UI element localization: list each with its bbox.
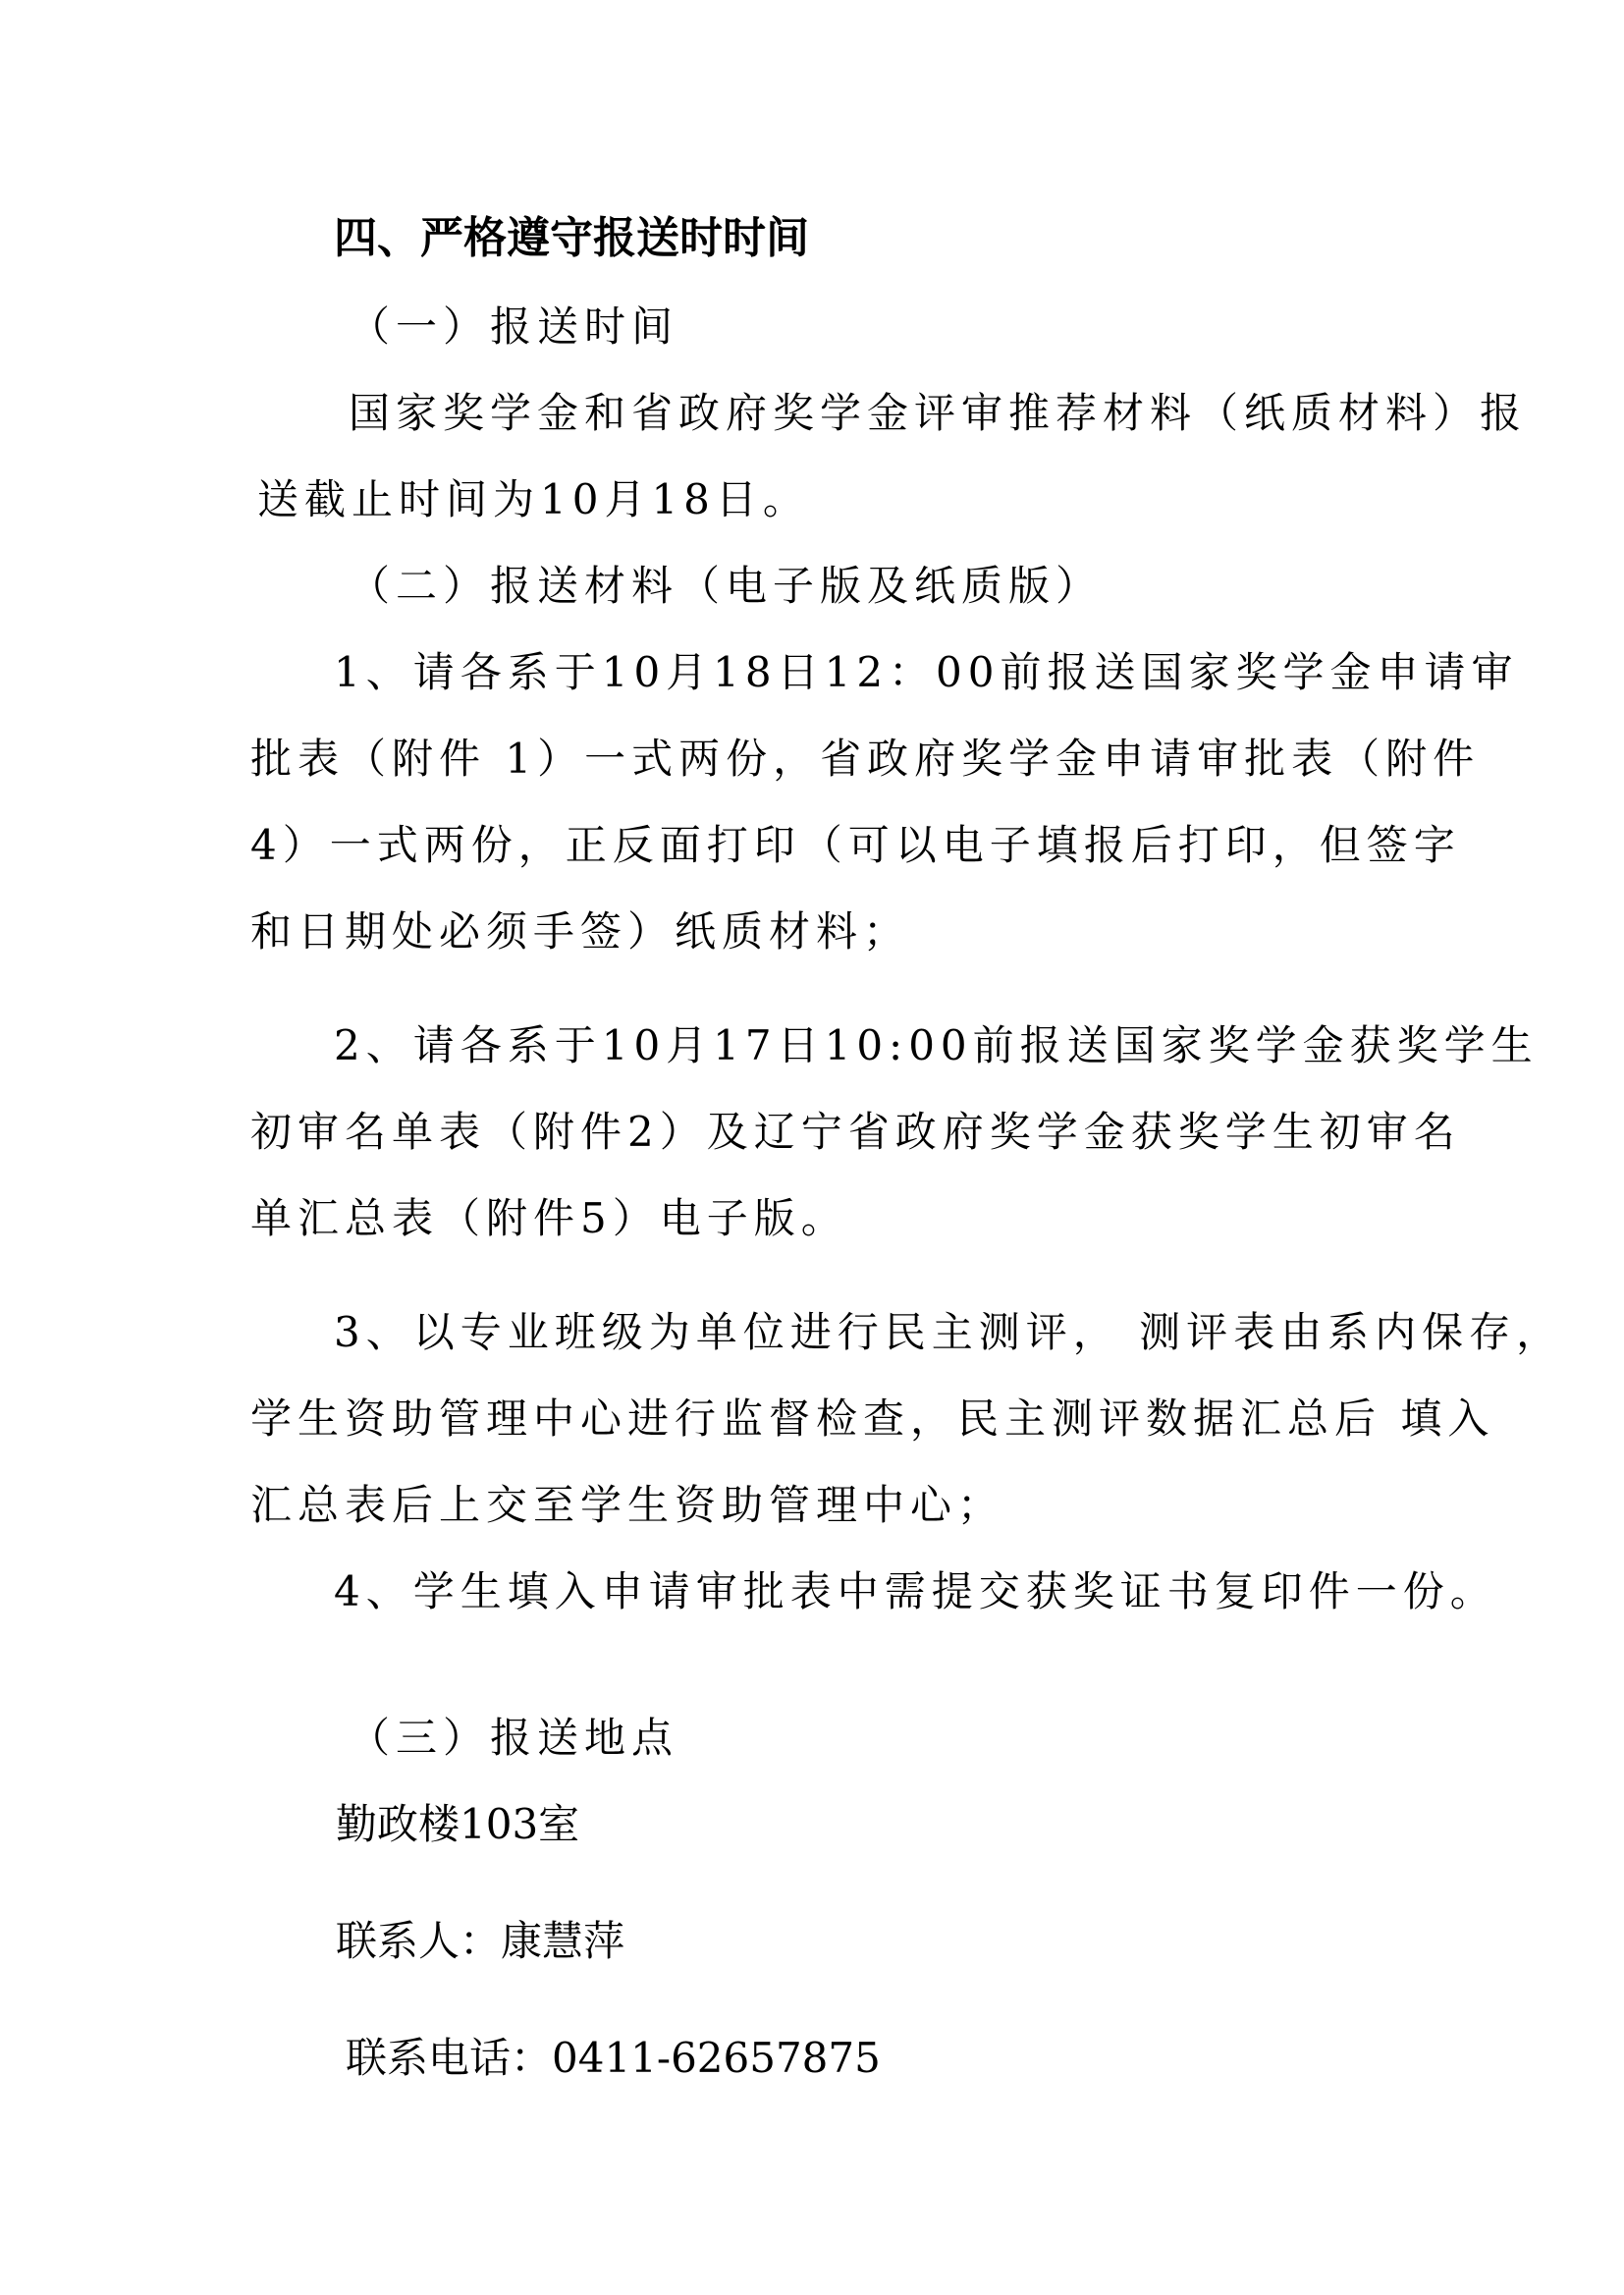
part1-title: （一）报送时间 — [349, 302, 679, 351]
contact-person: 联系人：康慧萍 — [336, 1917, 625, 1965]
item4-line: 4、学生填入申请审批表中需提交获奖证书复印件一份。 — [334, 1567, 1497, 1615]
part1-body-line: 国家奖学金和省政府奖学金评审推荐材料（纸质材料）报 — [349, 389, 1528, 437]
section-heading: 四、严格遵守报送时时间 — [334, 213, 809, 263]
item2-line: 单汇总表（附件5）电子版。 — [250, 1194, 848, 1242]
item3-line: 汇总表后上交至学生资助管理中心； — [250, 1481, 1005, 1529]
part2-title: （二）报送材料（电子版及纸质版） — [349, 562, 1104, 610]
item1-line: 4）一式两份，正反面打印（可以电子填报后打印，但签字 — [250, 821, 1461, 869]
item3-line: 学生资助管理中心进行监督检查，民主测评数据汇总后 填入 — [250, 1394, 1495, 1443]
item1-line: 1、请各系于10月18日12：00前报送国家奖学金申请审 — [334, 648, 1519, 696]
item1-line: 批表（附件 1）一式两份，省政府奖学金申请审批表（附件 — [250, 735, 1481, 783]
part1-body-line: 送截止时间为10月18日。 — [257, 475, 810, 523]
part3-title: （三）报送地点 — [349, 1714, 679, 1762]
item3-line: 3、以专业班级为单位进行民主测评， 测评表由系内保存， — [334, 1308, 1564, 1356]
item2-line: 初审名单表（附件2）及辽宁省政府奖学金获奖学生初审名 — [250, 1108, 1461, 1156]
item1-line: 和日期处必须手签）纸质材料； — [250, 907, 911, 956]
item2-line: 2、请各系于10月17日10:00前报送国家奖学金获奖学生 — [334, 1021, 1539, 1069]
location-text: 勤政楼103室 — [336, 1800, 580, 1848]
contact-phone: 联系电话：0411-62657875 — [346, 2034, 881, 2082]
